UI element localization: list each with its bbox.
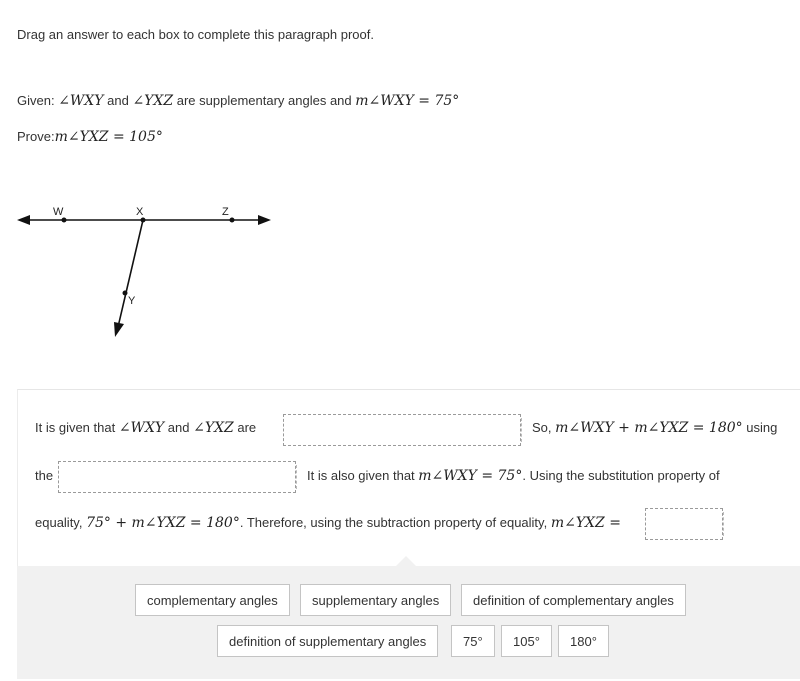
proof-equation-given: m∠WXY = 75° [418,468,523,484]
proof-line1-start [35,420,256,436]
given-statement [17,93,459,109]
angle-diagram [0,195,300,345]
arrowhead-left [17,215,30,225]
label-y: Y [128,295,136,307]
arrowhead-right [258,215,271,225]
given-and: and [103,93,133,108]
prove-measure: m∠YXZ = 105° [54,129,163,145]
arrowhead-down [114,322,124,337]
point-w [62,218,67,223]
proof-text: the [35,468,54,483]
drop-box-1[interactable] [283,414,521,446]
proof-text: equality, [35,515,87,530]
proof-equation-sum: m∠WXY + m∠YXZ = 180° [555,420,743,436]
answer-complementary-angles[interactable]: complementary angles [135,584,290,616]
point-y [123,291,128,296]
answer-supplementary-angles[interactable]: supplementary angles [300,584,451,616]
answer-definition-supplementary-angles[interactable]: definition of supplementary angles [217,625,438,657]
proof-line2-start [35,468,53,483]
answer-75[interactable]: 75° [451,625,495,657]
label-z: Z [222,206,229,218]
given-suffix: are supplementary angles and [173,93,356,108]
label-w: W [53,206,64,218]
point-x [141,218,146,223]
label-x: X [136,206,144,218]
answer-180[interactable]: 180° [558,625,609,657]
proof-text: It is also given that [307,468,419,483]
proof-text: using [742,420,778,435]
proof-text: . Using the substitution property of [522,468,720,483]
given-angle-yxz: ∠YXZ [132,93,174,109]
proof-panel [17,389,800,567]
drop-box-3[interactable] [645,508,723,540]
prove-prefix: Prove: [17,129,55,144]
proof-text: . Therefore, using the subtraction property of equality, [239,515,551,530]
proof-angle-wxy: ∠WXY [118,420,165,436]
answer-bank [17,566,800,679]
proof-line3 [35,515,621,531]
proof-text: and [164,420,194,435]
given-measure: m∠WXY = 75° [355,93,460,109]
drop-box-2[interactable] [58,461,296,493]
proof-text: It is given that [35,420,119,435]
prove-statement [17,129,163,145]
answer-105[interactable]: 105° [501,625,552,657]
given-prefix: Given: [17,93,59,108]
proof-equation-result: m∠YXZ = [550,515,621,531]
answer-definition-complementary-angles[interactable]: definition of complementary angles [461,584,686,616]
proof-angle-yxz: ∠YXZ [193,420,234,436]
given-angle-wxy: ∠WXY [58,93,104,109]
point-z [230,218,235,223]
instructions: Drag an answer to each box to complete this paragraph proof. [17,27,374,42]
proof-line2-end [307,468,720,484]
proof-line1-end [532,420,777,436]
proof-equation-substitution: 75° + m∠YXZ = 180° [86,515,240,531]
ray-xy [118,220,143,327]
proof-text: So, [532,420,556,435]
proof-text: are [233,420,257,435]
